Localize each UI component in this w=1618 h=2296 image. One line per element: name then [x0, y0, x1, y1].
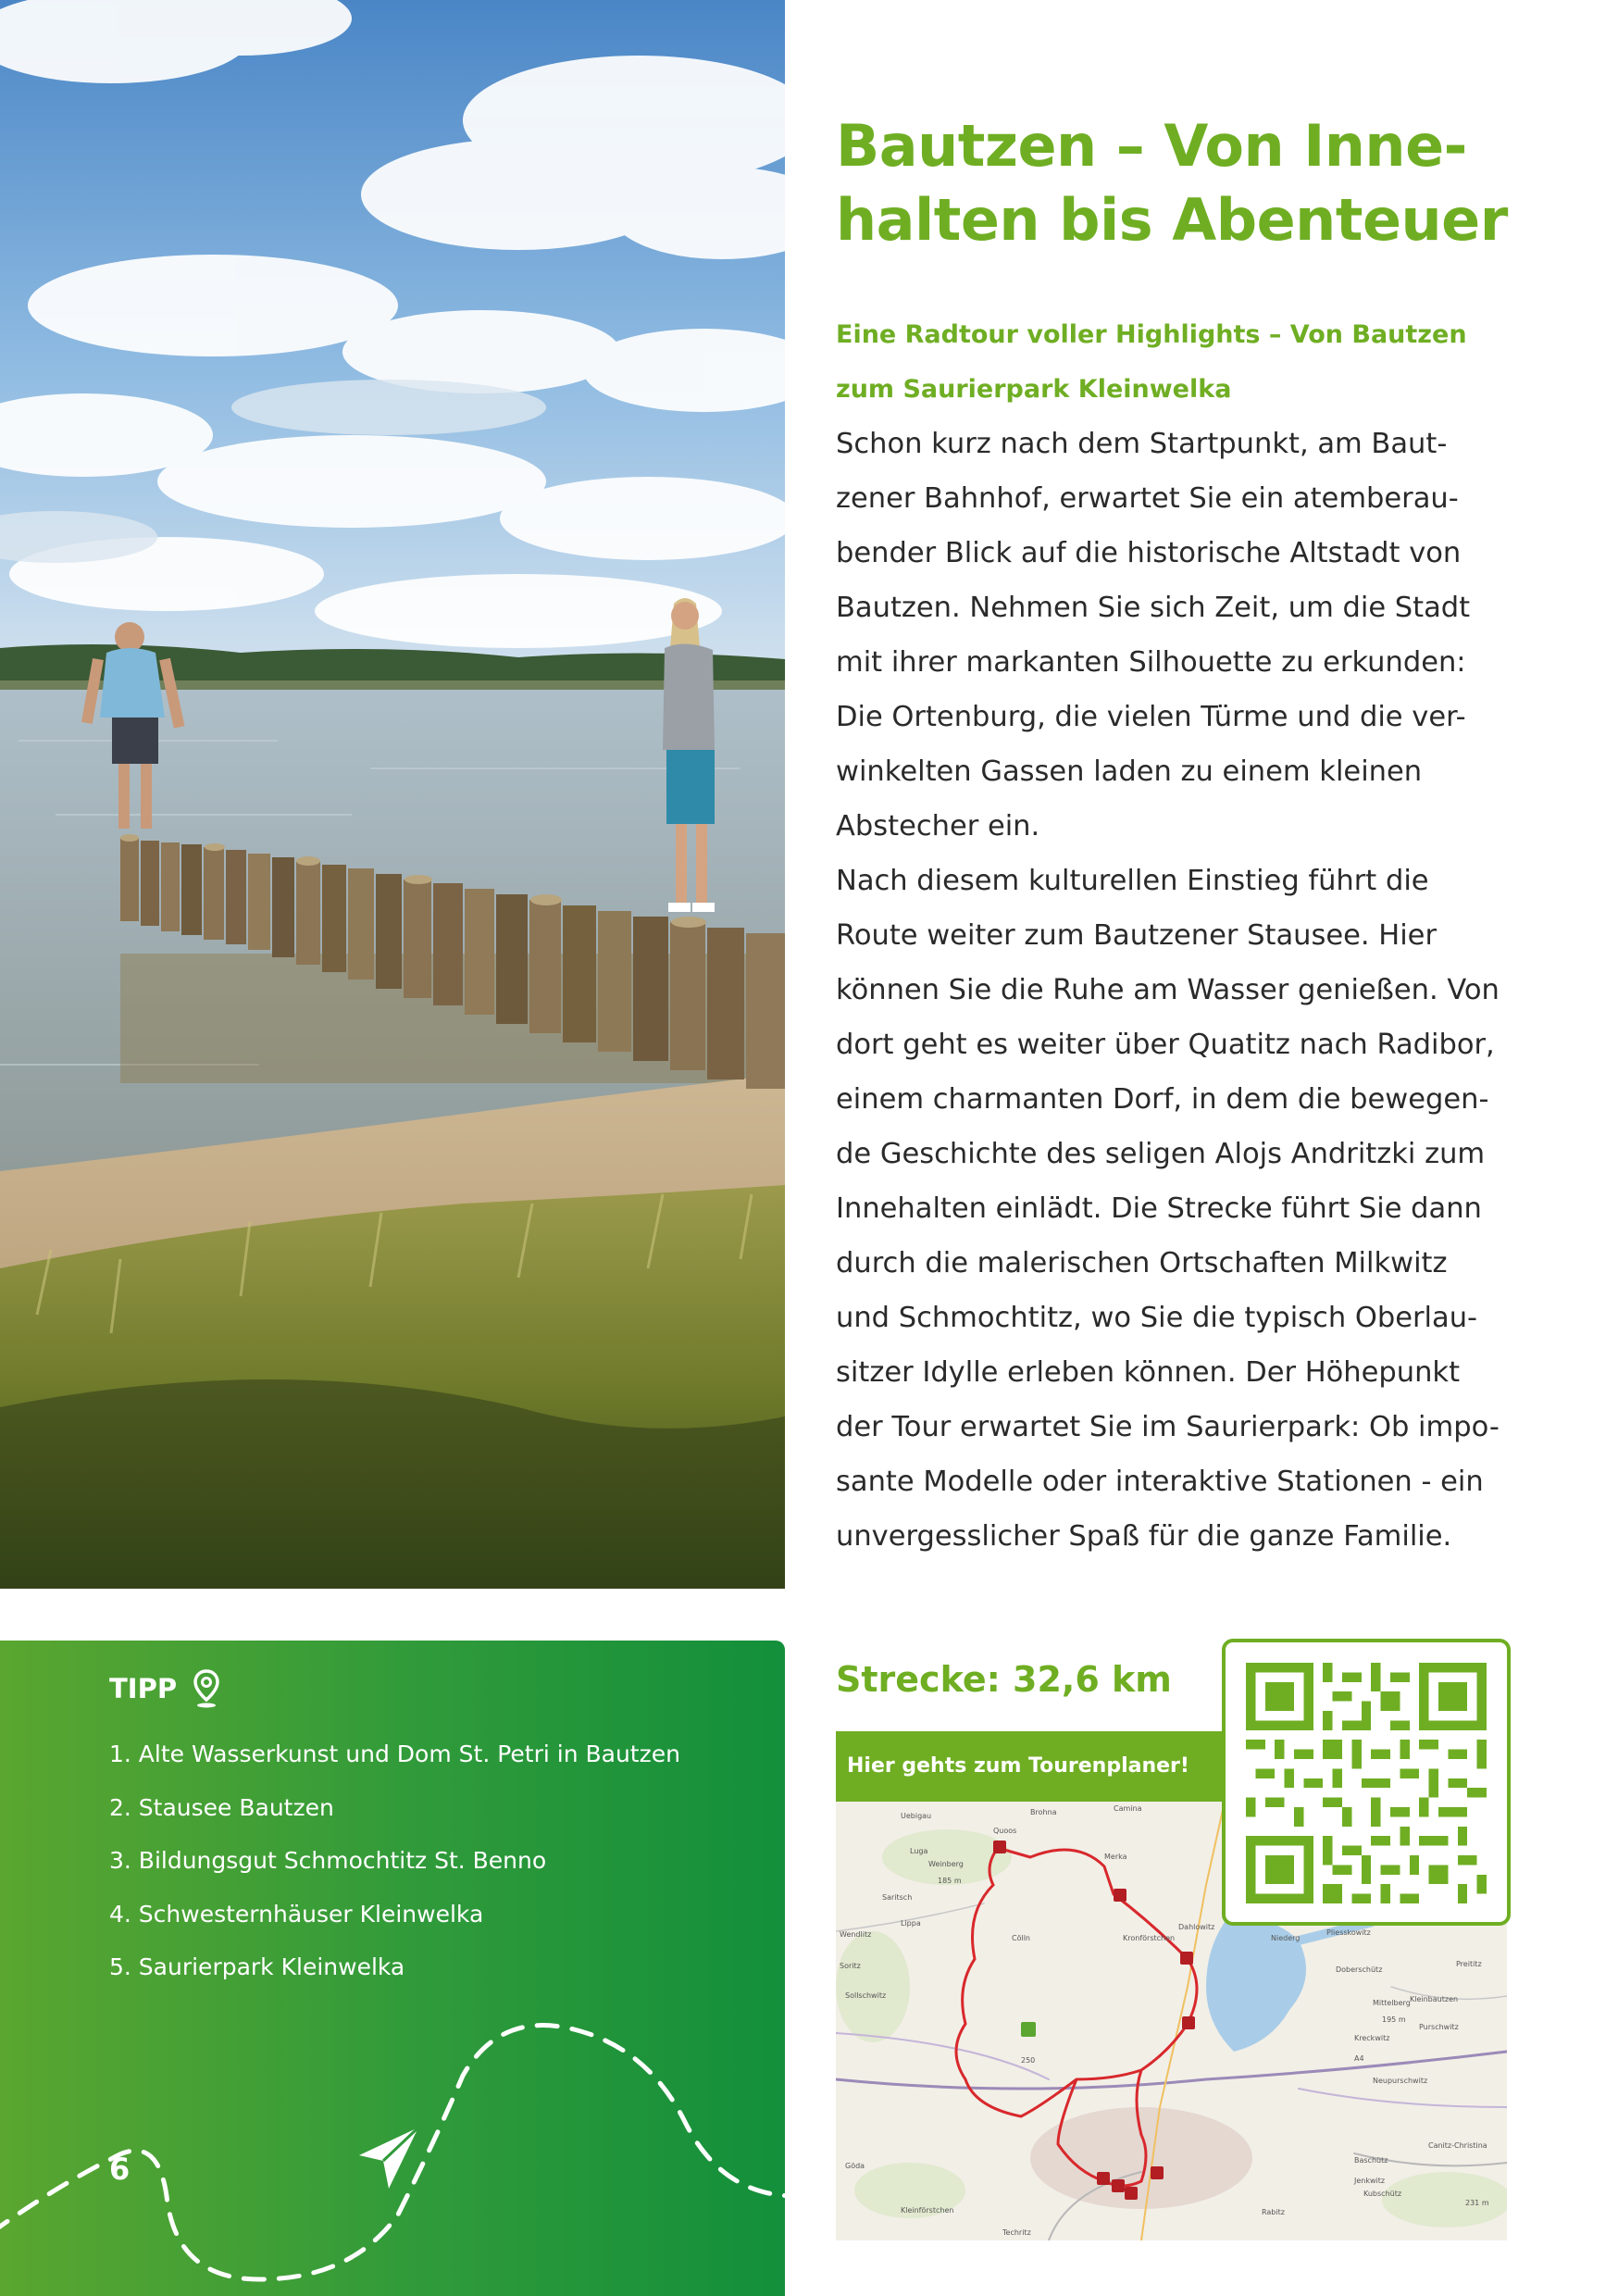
- body-line: zener Bahnhof, erwartet Sie ein atemberau-: [836, 482, 1459, 515]
- map-label: Kronförstchen: [1123, 1934, 1176, 1942]
- map-pin-icon: [192, 1668, 221, 1709]
- body-line: Die Ortenburg, die vielen Türme und die ver-: [836, 701, 1466, 733]
- map-label: A4: [1354, 2054, 1364, 2063]
- map-label: 250: [1021, 2056, 1036, 2065]
- paper-plane-icon: [355, 2124, 422, 2194]
- body-paragraph: [836, 417, 1539, 1564]
- body-line: Bautzen. Nehmen Sie sich Zeit, um die Stadt: [836, 592, 1471, 624]
- map-label: Techritz: [1002, 2228, 1031, 2237]
- map-label: Kreckwitz: [1354, 2034, 1390, 2042]
- body-line: bender Blick auf die historische Altstadt von: [836, 537, 1462, 569]
- lake-scene-illustration: [0, 0, 785, 1589]
- list-item: 5. Saurierpark Kleinwelka: [109, 1953, 405, 1980]
- map-label: Kubschütz: [1363, 2190, 1402, 2198]
- qr-code-icon: [1246, 1663, 1487, 1903]
- body-line: und Schmochtitz, wo Sie die typisch Oberlau-: [836, 1302, 1478, 1334]
- route-distance: Strecke: 32,6 km: [836, 1659, 1172, 1700]
- map-label: Doberschütz: [1336, 1965, 1383, 1974]
- list-item: 3. Bildungsgut Schmochtitz St. Benno: [109, 1847, 547, 1874]
- map-label: Pliesskowitz: [1326, 1928, 1371, 1937]
- body-line: durch die malerischen Ortschaften Milkwitz: [836, 1247, 1448, 1279]
- map-label: Purschwitz: [1419, 2023, 1459, 2031]
- tipp-heading-text: TIPP: [109, 1673, 178, 1704]
- body-line: dort geht es weiter über Quatitz nach Radibor,: [836, 1029, 1495, 1061]
- map-label: Neupurschwitz: [1373, 2077, 1428, 2085]
- map-label: Mittelberg: [1373, 1999, 1411, 2007]
- body-line: können Sie die Ruhe am Wasser genießen. Von: [836, 974, 1500, 1006]
- article: [836, 109, 1539, 1564]
- tour-planner-link[interactable]: Hier gehts zum Tourenplaner!: [836, 1731, 1225, 1802]
- map-label: Sollschwitz: [845, 1991, 887, 2000]
- body-line: Innehalten einlädt. Die Strecke führt Sie dann: [836, 1192, 1482, 1225]
- body-line: der Tour erwartet Sie im Saurierpark: Ob impo-: [836, 1411, 1500, 1443]
- page-title: [836, 109, 1539, 257]
- hero-photo: [0, 0, 785, 1589]
- title-line-2: halten bis Abenteuer: [836, 186, 1508, 254]
- map-label: Jenkwitz: [1354, 2177, 1386, 2185]
- map-label: Baschütz: [1354, 2156, 1388, 2165]
- subtitle-line-1: Eine Radtour voller Highlights – Von Bautzen: [836, 320, 1467, 349]
- map-label: Soritz: [840, 1962, 861, 1970]
- body-line: Abstecher ein.: [836, 810, 1040, 842]
- map-label: Weinberg: [928, 1860, 964, 1868]
- body-line: Nach diesem kulturellen Einstieg führt die: [836, 865, 1429, 897]
- map-label: Quoos: [993, 1827, 1017, 1835]
- body-line: winkelten Gassen laden zu einem kleinen: [836, 755, 1423, 788]
- map-label: Brohna: [1030, 1808, 1057, 1816]
- map-label: Luga: [910, 1847, 928, 1855]
- tipp-panel: [0, 1641, 785, 2296]
- tipp-heading: [109, 1668, 221, 1709]
- body-line: de Geschichte des seligen Alojs Andritzki zum: [836, 1138, 1486, 1170]
- qr-code[interactable]: [1222, 1639, 1511, 1926]
- map-label: Wendlitz: [840, 1930, 872, 1939]
- subtitle-line-2: zum Saurierpark Kleinwelka: [836, 375, 1232, 404]
- map-label: 195 m: [1382, 2015, 1406, 2024]
- map-label: Preititz: [1456, 1960, 1482, 1968]
- tipp-list: [109, 1728, 680, 1994]
- map-label: Göda: [845, 2162, 865, 2170]
- body-line: sante Modelle oder interaktive Stationen - ein: [836, 1466, 1484, 1498]
- map-label: Cölln: [1012, 1934, 1030, 1942]
- map-label: 185 m: [938, 1877, 962, 1885]
- body-line: Route weiter zum Bautzener Stausee. Hier: [836, 919, 1437, 952]
- map-label: Kleinförstchen: [901, 2206, 954, 2215]
- body-line: unvergesslicher Spaß für die ganze Familie.: [836, 1520, 1452, 1553]
- title-line-1: Bautzen – Von Inne-: [836, 112, 1467, 180]
- map-label: Camina: [1114, 1804, 1142, 1813]
- subtitle: [836, 307, 1539, 417]
- map-label: Kleinbautzen: [1410, 1995, 1459, 2003]
- map-label: Rabitz: [1262, 2208, 1285, 2216]
- map-label: Dahlowitz: [1178, 1923, 1215, 1931]
- body-line: mit ihrer markanten Silhouette zu erkunden:: [836, 646, 1466, 679]
- map-label: Lippa: [901, 1919, 921, 1928]
- list-item: 1. Alte Wasserkunst und Dom St. Petri in Bautzen: [109, 1741, 680, 1767]
- page-number: 6: [109, 2152, 131, 2187]
- map-label: Canitz-Christina: [1428, 2141, 1487, 2150]
- map-label: Uebigau: [901, 1812, 932, 1820]
- list-item: 2. Stausee Bautzen: [109, 1793, 334, 1821]
- body-line: einem charmanten Dorf, in dem die bewegen-: [836, 1083, 1489, 1116]
- body-line: sitzer Idylle erleben können. Der Höhepunkt: [836, 1356, 1461, 1389]
- map-label: 231 m: [1465, 2199, 1489, 2207]
- map-label: Niederg: [1271, 1934, 1301, 1942]
- map-label: Merka: [1104, 1853, 1127, 1861]
- map-label: Saritsch: [882, 1893, 913, 1902]
- list-item: 4. Schwesternhäuser Kleinwelka: [109, 1900, 484, 1928]
- body-line: Schon kurz nach dem Startpunkt, am Baut-: [836, 428, 1448, 460]
